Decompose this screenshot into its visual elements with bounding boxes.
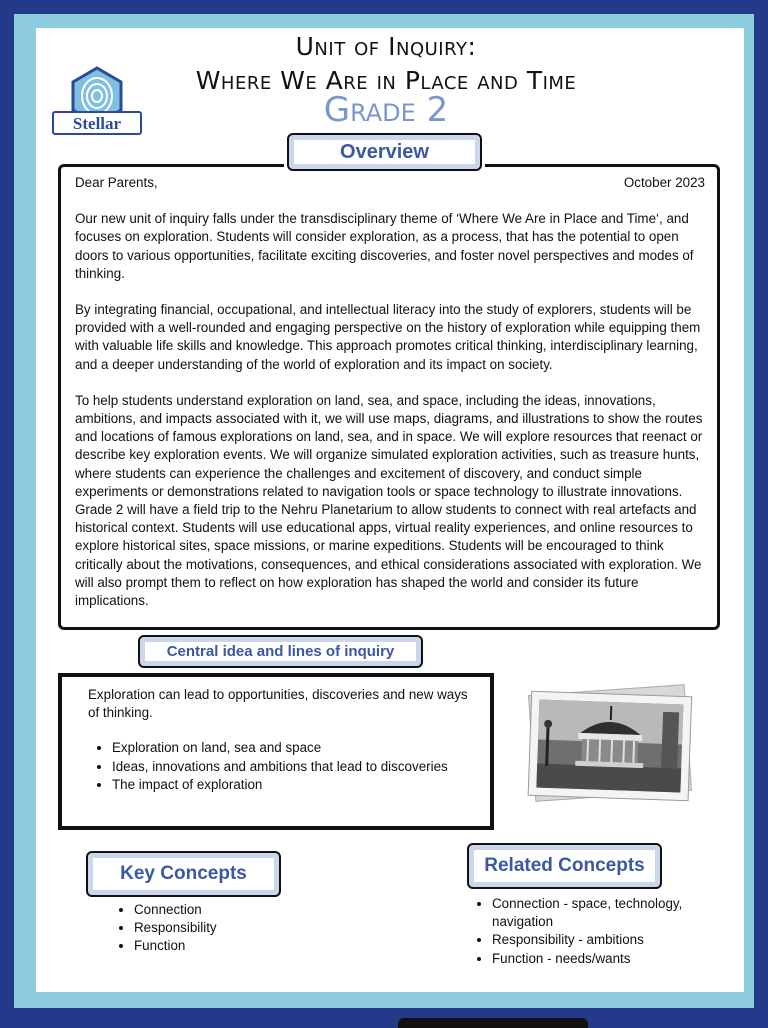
- lines-of-inquiry-list: [88, 739, 480, 794]
- central-idea-statement: Exploration can lead to opportunities, discoveries and new ways of thinking.: [88, 686, 480, 722]
- overview-letter: [58, 164, 720, 630]
- list-item: • The impact of exploration: [112, 776, 480, 794]
- list-item: • Ideas, innovations and ambitions that lead to discoveries: [112, 758, 480, 776]
- bottom-edge-decoration: [398, 1018, 588, 1028]
- list-item: • Function: [134, 937, 350, 955]
- related-concepts-list: [468, 895, 728, 968]
- salutation: Dear Parents,: [75, 174, 158, 192]
- list-item: • Exploration on land, sea and space: [112, 739, 480, 757]
- related-concepts-heading: Related Concepts: [467, 843, 662, 889]
- logo-text: Stellar: [73, 114, 122, 133]
- page-title: [146, 30, 626, 98]
- overview-heading: Overview: [287, 133, 482, 171]
- letter-date: October 2023: [624, 174, 705, 192]
- key-concepts-list: [110, 901, 350, 956]
- list-item: • Connection: [134, 901, 350, 919]
- overview-paragraph-1: Our new unit of inquiry falls under the transdisciplinary theme of ‘Where We Are in Place and Time‘, and focuses on exploration. Students will consider exploration, as a process, that has the potential to open doors to various opportunities, facilitate exciting discoveries, and foster novel perspectives and modes of thinking.: [75, 210, 705, 283]
- central-idea-box: [58, 673, 494, 830]
- grade-label: Grade 2: [146, 90, 626, 130]
- list-item: • Function - needs/wants: [492, 950, 728, 968]
- title-line-2: Where We Are in Place and Time: [146, 64, 626, 98]
- list-item: • Responsibility - ambitions: [492, 931, 728, 949]
- stellar-logo: [49, 66, 145, 146]
- title-line-1: Unit of Inquiry:: [146, 30, 626, 64]
- key-concepts-heading: Key Concepts: [86, 851, 281, 897]
- carousel-photo: [522, 680, 698, 806]
- list-item: • Responsibility: [134, 919, 350, 937]
- central-idea-heading: Central idea and lines of inquiry: [138, 635, 423, 668]
- page: [36, 28, 744, 992]
- letter-header: [75, 174, 705, 192]
- list-item: • Connection - space, technology, navigation: [492, 895, 728, 931]
- overview-paragraph-2: By integrating financial, occupational, and intellectual literacy into the study of explorers, students will be provided with a well-rounded and engaging perspective on the history of exploration while equipping them with valuable life skills and knowledge. This approach promotes critical thinking, interdisciplinary learning, and a deeper understanding of the world of exploration and its impact on society.: [75, 301, 705, 374]
- overview-paragraph-3: To help students understand exploration on land, sea, and space, including the ideas, innovations, ambitions, and impacts associated with it, we will use maps, diagrams, and illustrations to show the routes and locations of famous explorations on land, sea, and in space. We will explore resources that reenact or describe key exploration events. We will organize simulated exploration activities, such as treasure hunts, where students can experience the challenges and excitement of discovery, and conduct simple experiments or demonstrations related to navigation tools or space technology to illustrate innovations. Grade 2 will have a field trip to the Nehru Planetarium to allow students to connect with real artefacts and historical context. Students will use educational apps, virtual reality experiences, and online resources to explore historical sites, space missions, or marine expeditions. Students will be encouraged to think critically about the motivations, consequences, and ethical considerations associated with exploration. We will also prompt them to reflect on how exploration has shaped the world and consider its future implications.: [75, 392, 705, 610]
